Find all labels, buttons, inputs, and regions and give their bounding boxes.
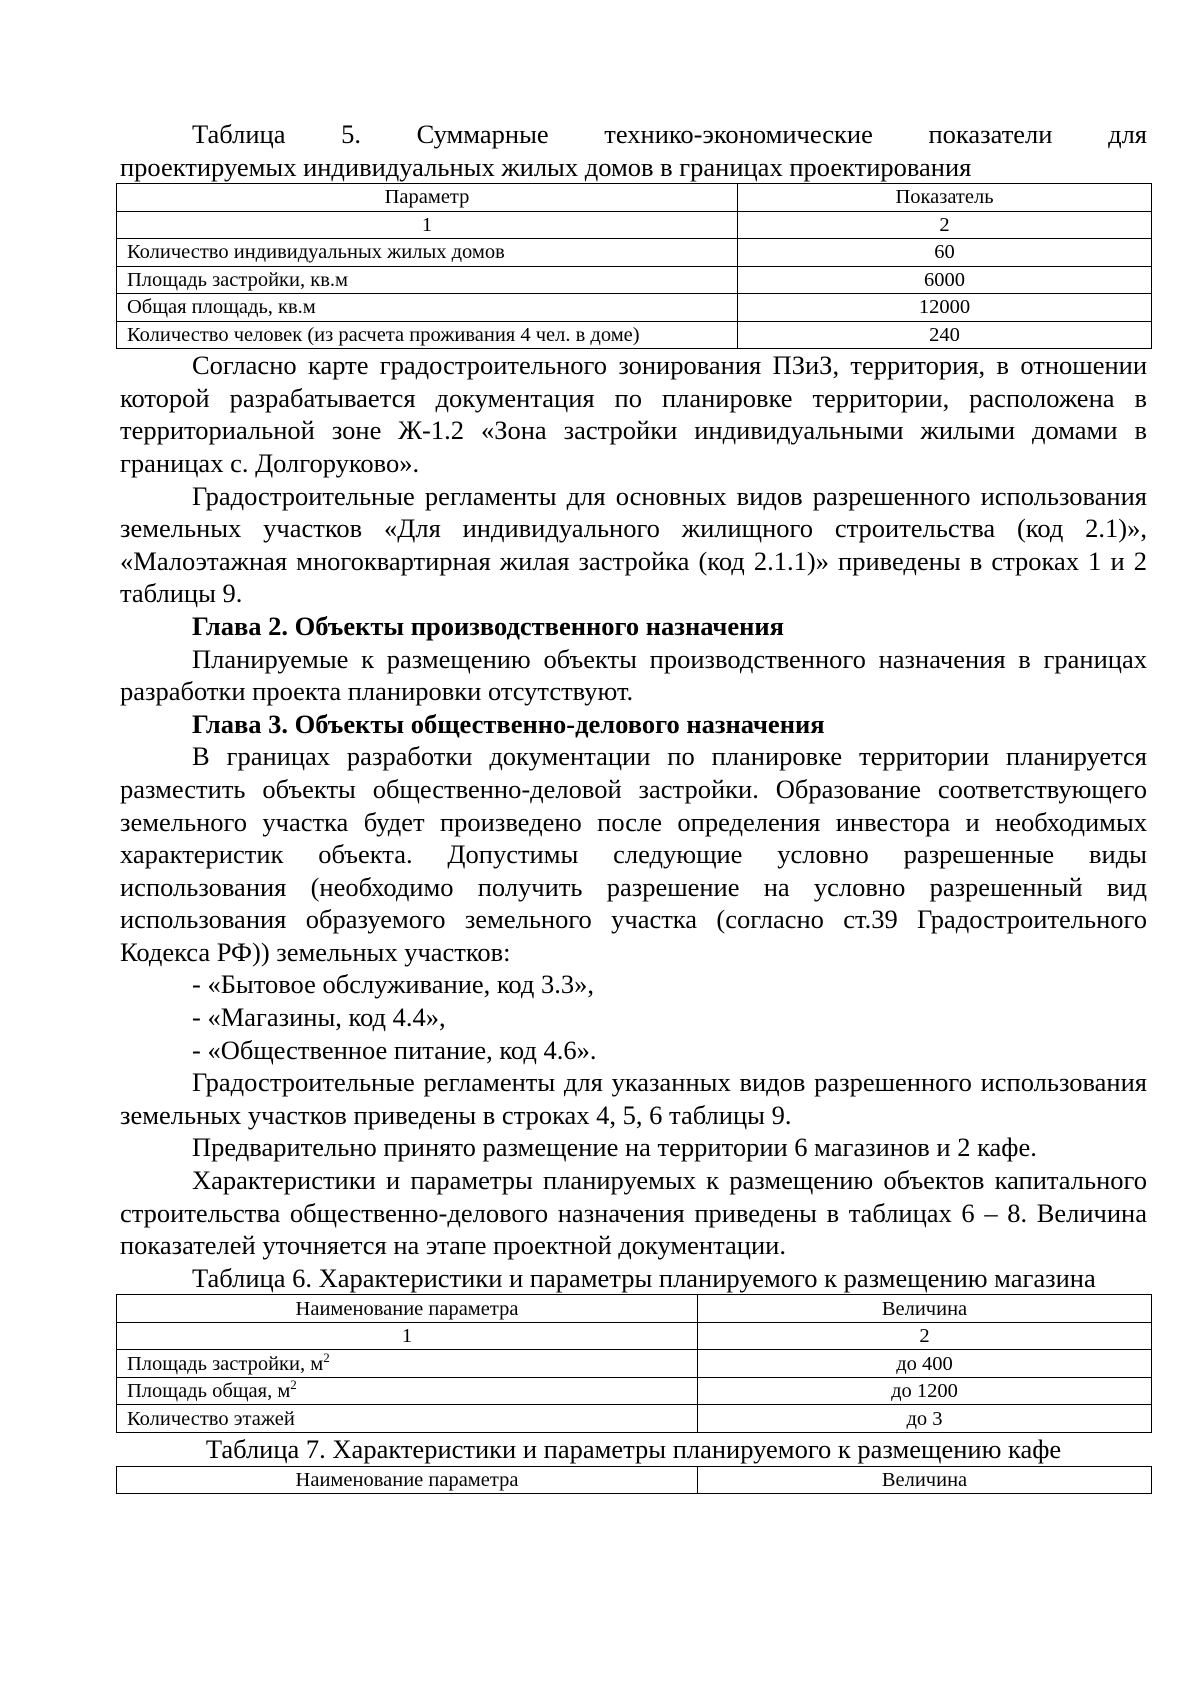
list-item: - «Бытовое обслуживание, код 3.3», <box>192 969 595 1000</box>
table-header-cell: Параметр <box>117 184 738 212</box>
table-cell-param: Количество индивидуальных жилых домов <box>117 239 738 267</box>
table-cell-value: 60 <box>738 239 1152 267</box>
table-header-row <box>117 1295 1152 1323</box>
table-numbering-cell: 2 <box>698 1322 1152 1350</box>
paragraph-characteristics: Характеристики и параметры планируемых к размещению объектов капитального строительства общественно-делового назначения приведены в таблицах 6 – 8. Величина показателей уточняется на этапе проектной документации. <box>120 1165 1147 1261</box>
table-cell-param: Количество этажей <box>117 1405 698 1433</box>
table-header-cell: Наименование параметра <box>117 1466 698 1494</box>
table-numbering-row <box>117 1322 1152 1350</box>
table-header-cell: Величина <box>698 1466 1152 1494</box>
table-cell-param: Площадь застройки, кв.м <box>117 266 738 294</box>
table-header-cell: Показатель <box>738 184 1152 212</box>
table-cell-param <box>117 1350 698 1378</box>
list-item: - «Общественное питание, код 4.6». <box>192 1034 597 1065</box>
table-cell-value: до 400 <box>698 1350 1152 1378</box>
paragraph-preliminary: Предварительно принято размещение на территории 6 магазинов и 2 кафе. <box>192 1132 1037 1163</box>
table-row <box>117 266 1152 294</box>
table-header-cell: Величина <box>698 1295 1152 1323</box>
param-text: Площадь застройки, м <box>127 1352 324 1375</box>
table6 <box>116 1294 1152 1433</box>
table7-caption: Таблица 7. Характеристики и параметры планируемого к размещению кафе <box>205 1433 1062 1464</box>
paragraph-zoning: Согласно карте градостроительного зонирования ПЗиЗ, территория, в отношении которой разрабатывается документация по планировке территории, расположена в территориальной зоне Ж-1.2 «Зона застройки индивидуальными жилыми домами в границах с. Долгоруково». <box>120 350 1147 478</box>
chapter2-title: Глава 2. Объекты производственного назначения <box>192 610 784 641</box>
table5-caption-line1: Таблица 5. Суммарные технико-экономические показатели для <box>192 119 1147 149</box>
paragraph-chapter2: Планируемые к размещению объекты производственного назначения в границах разработки проекта планировки отсутствуют. <box>120 643 1147 707</box>
table-numbering-row <box>117 211 1152 239</box>
table-cell-param: Общая площадь, кв.м <box>117 294 738 322</box>
table-header-row <box>117 1466 1152 1494</box>
table-numbering-cell: 2 <box>738 211 1152 239</box>
table-header-cell: Наименование параметра <box>117 1295 698 1323</box>
table7 <box>116 1466 1152 1495</box>
table-cell-param <box>117 1377 698 1405</box>
table5-caption-line2: проектируемых индивидуальных жилых домов в границах проектирования <box>120 151 972 182</box>
document-page <box>120 118 1147 1494</box>
table-numbering-cell: 1 <box>117 1322 698 1350</box>
table-row <box>117 1405 1152 1433</box>
table-row <box>117 1350 1152 1378</box>
table5 <box>116 183 1152 349</box>
table-cell-value: 12000 <box>738 294 1152 322</box>
table-cell-value: до 1200 <box>698 1377 1152 1405</box>
table-cell-param: Количество человек (из расчета проживания 4 чел. в доме) <box>117 321 738 349</box>
superscript: 2 <box>290 1377 297 1393</box>
table-row <box>117 239 1152 267</box>
list-item: - «Магазины, код 4.4», <box>192 1002 446 1033</box>
table-row <box>117 1377 1152 1405</box>
chapter3-title: Глава 3. Объекты общественно-делового назначения <box>192 708 825 739</box>
table-cell-value: до 3 <box>698 1405 1152 1433</box>
paragraph-regulations-residential: Градостроительные регламенты для основных видов разрешенного использования земельных участков «Для индивидуального жилищного строительства (код 2.1)», «Малоэтажная многоквартирная жилая застройка (код 2.1.1)» приведены в строках 1 и 2 таблицы 9. <box>120 480 1147 609</box>
table-row <box>117 321 1152 349</box>
table-row <box>117 294 1152 322</box>
param-text: Площадь общая, м <box>127 1380 291 1403</box>
paragraph-chapter3: В границах разработки документации по планировке территории планируется разместить объекты общественно-деловой застройки. Образование соответствующего земельного участка будет произведено после определения инвестора и необходимых характеристик объекта. Допустимы следующие условно разрешенные виды использования (необходимо получить разрешение на условно разрешенный вид использования образуемого земельного участка (согласно ст.39 Градостроительного Кодекса РФ)) земельных участков: <box>120 741 1147 967</box>
table-cell-value: 6000 <box>738 266 1152 294</box>
paragraph-regulations-public: Градостроительные регламенты для указанных видов разрешенного использования земельных участков приведены в строках 4, 5, 6 таблицы 9. <box>120 1067 1147 1130</box>
table6-caption: Таблица 6. Характеристики и параметры планируемого к размещению магазина <box>192 1262 1096 1293</box>
superscript: 2 <box>323 1349 330 1365</box>
table-header-row <box>117 184 1152 212</box>
table-cell-value: 240 <box>738 321 1152 349</box>
table-numbering-cell: 1 <box>117 211 738 239</box>
